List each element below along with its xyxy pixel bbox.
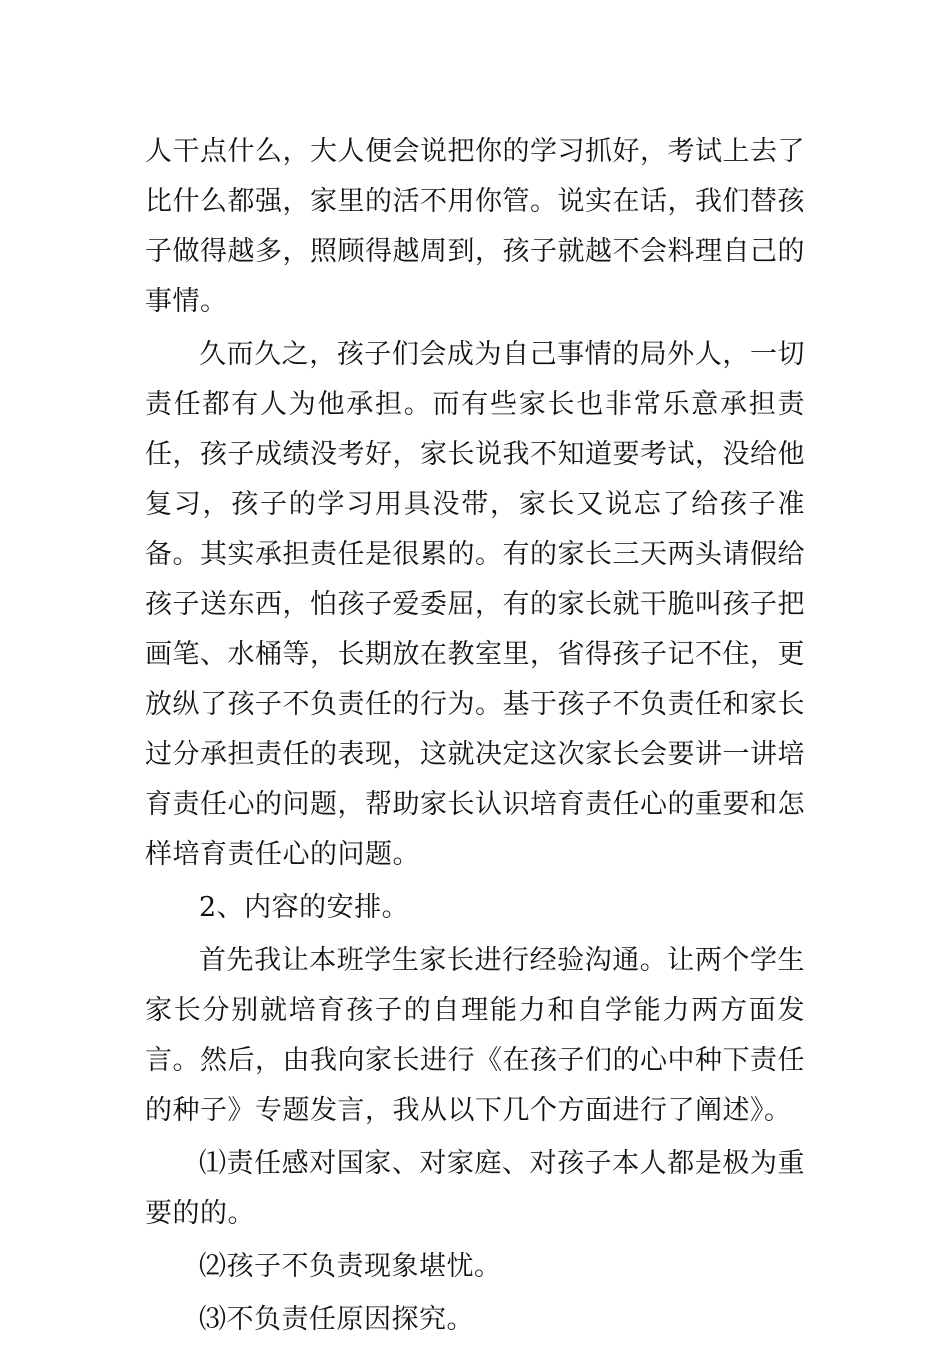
section-heading-content-arrangement: 2、内容的安排。 bbox=[199, 892, 410, 923]
list-item-1: ⑴责任感对国家、对家庭、对孩子本人都是极为重要的的。 bbox=[145, 1148, 805, 1229]
paragraph-experience-exchange: 首先我让本班学生家长进行经验沟通。让两个学生家长分别就培育孩子的自理能力和自学能力两方面发言。然后，由我向家长进行《在孩子们的心中种下责任的种子》专题发言，我从以下几个方面进行了阐述》。 bbox=[145, 945, 805, 1126]
paragraph-continuation: 人干点什么，大人便会说把你的学习抓好，考试上去了比什么都强，家里的活不用你管。说实在话，我们替孩子做得越多，照顾得越周到，孩子就越不会料理自己的事情。 bbox=[145, 136, 805, 317]
document-body bbox=[145, 127, 805, 1345]
list-item-3: ⑶不负责任原因探究。 bbox=[199, 1304, 474, 1335]
paragraph-responsibility: 久而久之，孩子们会成为自己事情的局外人，一切责任都有人为他承担。而有些家长也非常乐意承担责任，孩子成绩没考好，家长说我不知道要考试，没给他复习，孩子的学习用具没带，家长又说忘了给孩子准备。其实承担责任是很累的。有的家长三天两头请假给孩子送东西，怕孩子爱委屈，有的家长就干脆叫孩子把画笔、水桶等，长期放在教室里，省得孩子记不住，更放纵了孩子不负责任的行为。基于孩子不负责任和家长过分承担责任的表现，这就决定这次家长会要讲一讲培育责任心的问题，帮助家长认识培育责任心的重要和怎样培育责任心的问题。 bbox=[145, 339, 805, 870]
list-item-2: ⑵孩子不负责现象堪忧。 bbox=[199, 1251, 502, 1282]
